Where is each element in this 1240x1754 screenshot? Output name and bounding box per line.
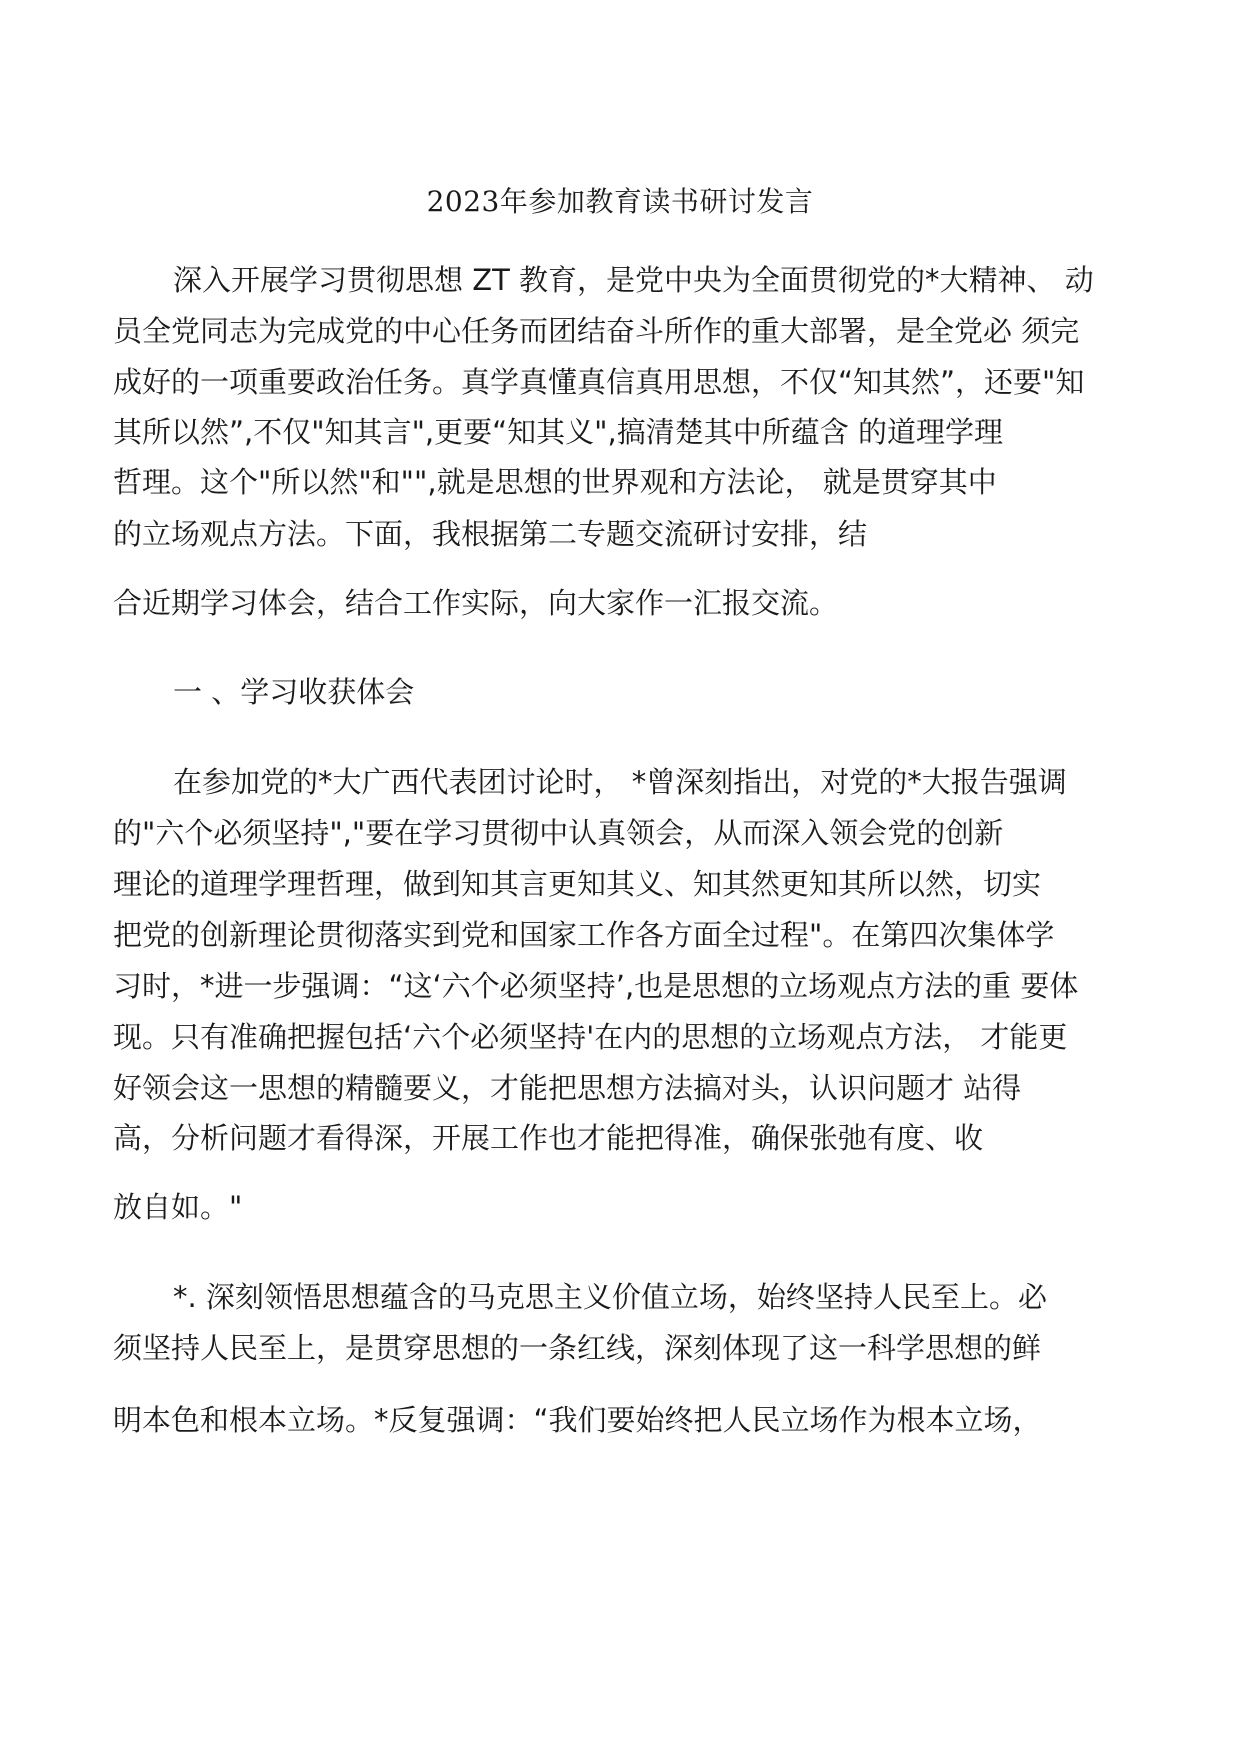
paragraph-line: 放自如。": [113, 1190, 243, 1224]
paragraph-line: 现。只有准确把握包括‘六个必须坚持'在内的思想的立场观点方法， 才能更: [113, 1020, 1068, 1054]
paragraph-line: 合近期学习体会，结合工作实际，向大家作一汇报交流。: [113, 586, 839, 620]
document-title: 2023年参加教育读书研讨发言: [426, 185, 814, 218]
paragraph-line: 的"六个必须坚持","要在学习贯彻中认真领会，从而深入领会党的创新: [113, 816, 1004, 850]
paragraph-line: 明本色和根本立场。*反复强调：“我们要始终把人民立场作为根本立场，: [113, 1403, 1042, 1437]
paragraph-line: 高，分析问题才看得深，开展工作也才能把得准，确保张弛有度、收: [113, 1121, 984, 1155]
paragraph-line: 在参加党的*大广西代表团讨论时， *曾深刻指出，对党的*大报告强调: [173, 765, 1067, 799]
paragraph-line: *. 深刻领悟思想蕴含的马克思主义价值立场，始终坚持人民至上。必: [173, 1280, 1047, 1314]
paragraph-line: 好领会这一思想的精髓要义，才能把思想方法搞对头，认识问题才 站得: [113, 1071, 1022, 1105]
paragraph-line: 成好的一项重要政治任务。真学真懂真信真用思想，不仅“知其然”，还要"知: [113, 365, 1085, 399]
section-heading: 一 、学习收获体会: [173, 675, 415, 709]
paragraph-line: 员全党同志为完成党的中心任务而团结奋斗所作的重大部署，是全党必 须完: [113, 314, 1080, 348]
paragraph-line: 的立场观点方法。下面，我根据第二专题交流研讨安排，结: [113, 517, 868, 551]
paragraph-line: 深入开展学习贯彻思想 ZT 教育，是党中央为全面贯彻党的*大精神、 动: [173, 263, 1094, 297]
paragraph-line: 理论的道理学理哲理，做到知其言更知其义、知其然更知其所以然，切实: [113, 867, 1042, 901]
paragraph-line: 把党的创新理论贯彻落实到党和国家工作各方面全过程"。在第四次集体学: [113, 918, 1055, 952]
paragraph-line: 习时，*进一步强调：“这‘六个必须坚持’,也是思想的立场观点方法的重 要体: [113, 969, 1079, 1003]
paragraph-line: 须坚持人民至上，是贯穿思想的一条红线，深刻体现了这一科学思想的鲜: [113, 1331, 1042, 1365]
paragraph-line: 其所以然”,不仅"知其言",更要“知其义",搞清楚其中所蕴含 的道理学理: [113, 415, 1003, 449]
paragraph-line: 哲理。这个"所以然"和"",就是思想的世界观和方法论， 就是贯穿其中: [113, 465, 997, 499]
